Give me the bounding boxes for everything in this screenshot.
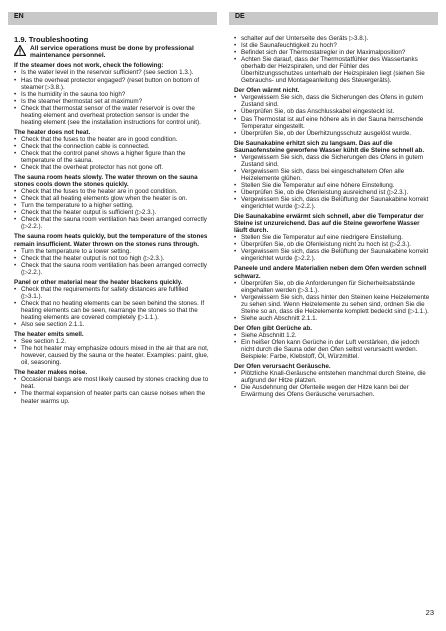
list-item: • Vergewissern Sie sich, dass die Belüftung der Saunakabine korrekt eingerichtet wurde (▷2.2.). xyxy=(234,196,432,210)
list-item: • The hot heater may emphasize odours mixed in the air that are not, however, caused by the sauna or the heater. Examples: paint, glue, oil, seasoning. xyxy=(14,345,210,366)
list-item: • Check that no heating elements can be seen behind the stones. If heating elements can be seen, rearrange the stones so that the heating elements are covered completely (▷1.1.). xyxy=(14,300,210,321)
list-item: • Occasional bangs are most likely caused by stones cracking due to heat. xyxy=(14,376,210,390)
list-item: • Das Thermostat ist auf eine höhere als in der Sauna herrschende Temperatur eingestellt. xyxy=(234,116,432,130)
list-item: • Überprüfen Sie, ob das Anschlusskabel eingesteckt ist. xyxy=(234,108,432,115)
troubleshooting-section xyxy=(234,265,432,321)
list-item: • Vergewissern Sie sich, dass die Belüftung der Saunakabine korrekt eingerichtet wurde (▷2.2.). xyxy=(234,248,432,262)
troubleshooting-section xyxy=(14,174,210,230)
list-item: • The thermal expansion of heater parts can cause noises when the heater warms up. xyxy=(14,390,210,404)
list-item: • Is the humidity in the sauna too high? xyxy=(14,91,210,98)
german-intro-list xyxy=(234,35,432,84)
english-column xyxy=(14,35,210,408)
bullet-list xyxy=(14,376,210,404)
troubleshooting-section xyxy=(14,233,210,275)
list-item: • Check that the connection cable is connected. xyxy=(14,143,210,150)
bullet-list xyxy=(14,188,210,230)
list-item: • Check that the heater output is sufficient (▷2.3.). xyxy=(14,209,210,216)
bullet-list xyxy=(234,332,432,360)
bullet-list xyxy=(234,94,432,136)
list-item: • Vergewissern Sie sich, dass bei eingeschaltetem Ofen alle Heizelemente glühen. xyxy=(234,168,432,182)
list-item: • Vergewissern Sie sich, dass hinter den Steinen keine Heizelemente zu sehen sind. Wenn Heizelemente zu sehen sind, ordnen Sie die Steine so an, dass die Heizelemente komplett bedeckt sind (▷1.1.). xyxy=(234,294,432,315)
list-item: • Plötzliche Knall-Geräusche entstehen manchmal durch Steine, die aufgrund der Hitze platzen. xyxy=(234,370,432,384)
section-heading: The sauna room heats quickly, but the temperature of the stones remain insufficient. Water thrown on the stones runs through. xyxy=(14,233,208,248)
list-item: • Turn the temperature to a higher setting. xyxy=(14,202,210,209)
list-item: • Überprüfen Sie, ob die Ofenleistung nicht zu hoch ist (▷2.3.). xyxy=(234,241,432,248)
troubleshooting-section xyxy=(14,129,210,171)
section-heading: Panel or other material near the heater blackens quickly. xyxy=(14,278,183,286)
troubleshooting-section xyxy=(234,140,432,210)
list-item: • Check that the sauna room ventilation has been arranged correctly (▷2.2.). xyxy=(14,216,210,230)
list-item: • Achten Sie darauf, dass der Thermostatfühler des Wassertanks oberhalb der Heizspiralen, und der Fühler des Überhitzungsschutzes unterhalb der Heizspiralen liegt (siehen Sie Gebrauchs- und Montageanleitung des Steuergeräts). xyxy=(234,56,432,84)
list-item: • Siehe auch Abschnitt 2.1.1. xyxy=(234,315,432,322)
english-sections xyxy=(14,62,210,404)
list-item: • schalter auf der Unterseite des Geräts ▷3.8.). xyxy=(234,35,432,42)
list-item: • Is the steamer thermostat set at maximum? xyxy=(14,98,210,105)
german-column xyxy=(234,35,432,401)
header-bar-en xyxy=(8,12,217,25)
list-item: • Check that all heating elements glow when the heater is on. xyxy=(14,195,210,202)
section-heading: Die Saunakabine erwärmt sich schnell, aber die Temperatur der Steine ist unzureichend. Das auf die Steine geworfene Wasser läuft durch. xyxy=(234,213,424,235)
list-item: • Überprüfen Sie, ob die Ofenleistung ausreichend ist (▷2.3.). xyxy=(234,189,432,196)
troubleshooting-section xyxy=(234,87,432,136)
troubleshooting-section xyxy=(14,279,210,328)
list-item: • Überprüfen Sie, ob der Überhitzungsschutz ausgelöst wurde. xyxy=(234,130,432,137)
list-item: • Ein heißer Ofen kann Gerüche in der Luft verstärken, die jedoch nicht durch die Sauna oder den Ofen selbst verursacht werden. Beispiele: Farbe, Klebstoff, Öl, Würzmittel. xyxy=(234,339,432,360)
list-item: • Check that the requirements for safety distances are fulfilled (▷3.1.). xyxy=(14,286,210,300)
bullet-list xyxy=(14,248,210,276)
list-item: • Check that the heater output is not too high (▷2.3.). xyxy=(14,255,210,262)
bullet-list xyxy=(14,338,210,366)
list-item: • Check that the overheat protector has not gone off. xyxy=(14,164,210,171)
bullet-list xyxy=(234,234,432,262)
section-heading: Der Ofen gibt Gerüche ab. xyxy=(234,324,313,332)
list-item: • Check that the fuses to the heater are in good condition. xyxy=(14,136,210,143)
section-heading: Der Ofen wärmt nicht. xyxy=(234,87,300,95)
list-item: • Die Ausdehnung der Ofenteile wegen der Hitze kann bei der Erwärmung des Ofens Geräusche verursachen. xyxy=(234,384,432,398)
list-item: • Check that the control panel shows a higher figure than the temperature of the sauna. xyxy=(14,150,210,164)
language-label-de: DE xyxy=(235,13,245,20)
list-item: • Überprüfen Sie, ob die Anforderungen für Sicherheitsabstände eingehalten werden (▷3.1.). xyxy=(234,280,432,294)
troubleshooting-section xyxy=(14,62,210,125)
list-item: • Vergewissern Sie sich, dass die Sicherungen des Ofens in gutem Zustand sind. xyxy=(234,154,432,168)
header-bar-de xyxy=(229,12,438,25)
list-item: • Has the overheat protector engaged? (reset button on bottom of steamer ▷3.8.). xyxy=(14,77,210,91)
page-number: 23 xyxy=(425,608,434,617)
language-label-en: EN xyxy=(14,13,24,20)
section-heading: Paneele und andere Materialien neben dem Ofen werden schnell schwarz. xyxy=(234,265,427,280)
list-item: • Ist die Saunafeuchtigkeit zu hoch? xyxy=(234,42,432,49)
bullet-list xyxy=(14,286,210,328)
list-item: • Turn the temperature to a lower setting. xyxy=(14,248,210,255)
list-item: • Stellen Sie die Temperatur auf eine höhere Einstellung. xyxy=(234,182,432,189)
section-heading: If the steamer does not work, check the following: xyxy=(14,62,164,70)
section-heading: The heater makes noise. xyxy=(14,369,88,377)
troubleshooting-section xyxy=(234,325,432,360)
list-item: • Stellen Sie die Temperatur auf eine niedrigere Einstellung. xyxy=(234,234,432,241)
list-item: • Check that the fuses to the heater are in good condition. xyxy=(14,188,210,195)
section-title: 1.9. Troubleshooting xyxy=(14,35,89,44)
warning-notice xyxy=(14,45,210,59)
list-item: • Is the water level in the reservoir sufficient? (see section 1.3.). xyxy=(14,69,210,76)
section-heading: Der Ofen verursacht Geräusche. xyxy=(234,363,331,371)
warning-triangle-icon xyxy=(14,45,26,56)
list-item: • See section 1.2. xyxy=(14,338,210,345)
list-item: • Also see section 2.1.1. xyxy=(14,321,210,328)
section-heading: The heater does not heat. xyxy=(14,128,91,136)
list-item: • Vergewissern Sie sich, dass die Sicherungen des Ofens in gutem Zustand sind. xyxy=(234,94,432,108)
list-item: • Check that thermostat sensor of the water reservoir is over the heating element and overheat protection sensor is under the heating element (see the installation instructions for control unit). xyxy=(14,105,210,126)
list-item: • Befindet sich der Thermostatregler in der Maximalposition? xyxy=(234,49,432,56)
list-item: • Siehe Abschnitt 1.2. xyxy=(234,332,432,339)
bullet-list xyxy=(14,69,210,125)
list-item: • Check that the sauna room ventilation has been arranged correctly (▷2.2.). xyxy=(14,262,210,276)
bullet-list xyxy=(234,154,432,210)
warning-text: All service operations must be done by professional maintenance personnel. xyxy=(30,45,194,60)
troubleshooting-section xyxy=(234,213,432,262)
troubleshooting-section xyxy=(234,363,432,398)
bullet-list xyxy=(234,370,432,398)
section-heading: The heater emits smell. xyxy=(14,331,84,339)
bullet-list xyxy=(234,280,432,322)
troubleshooting-section xyxy=(14,369,210,404)
troubleshooting-section xyxy=(14,331,210,366)
german-sections xyxy=(234,87,432,398)
section-heading: Die Saunakabine erhitzt sich zu langsam. Das auf die Saunaofensteine geworfene Wasser kühlt die Steine schnell ab. xyxy=(234,139,425,154)
bullet-list xyxy=(14,136,210,171)
section-heading: The sauna room heats slowly. The water thrown on the sauna stones cools down the stones quickly. xyxy=(14,174,198,189)
